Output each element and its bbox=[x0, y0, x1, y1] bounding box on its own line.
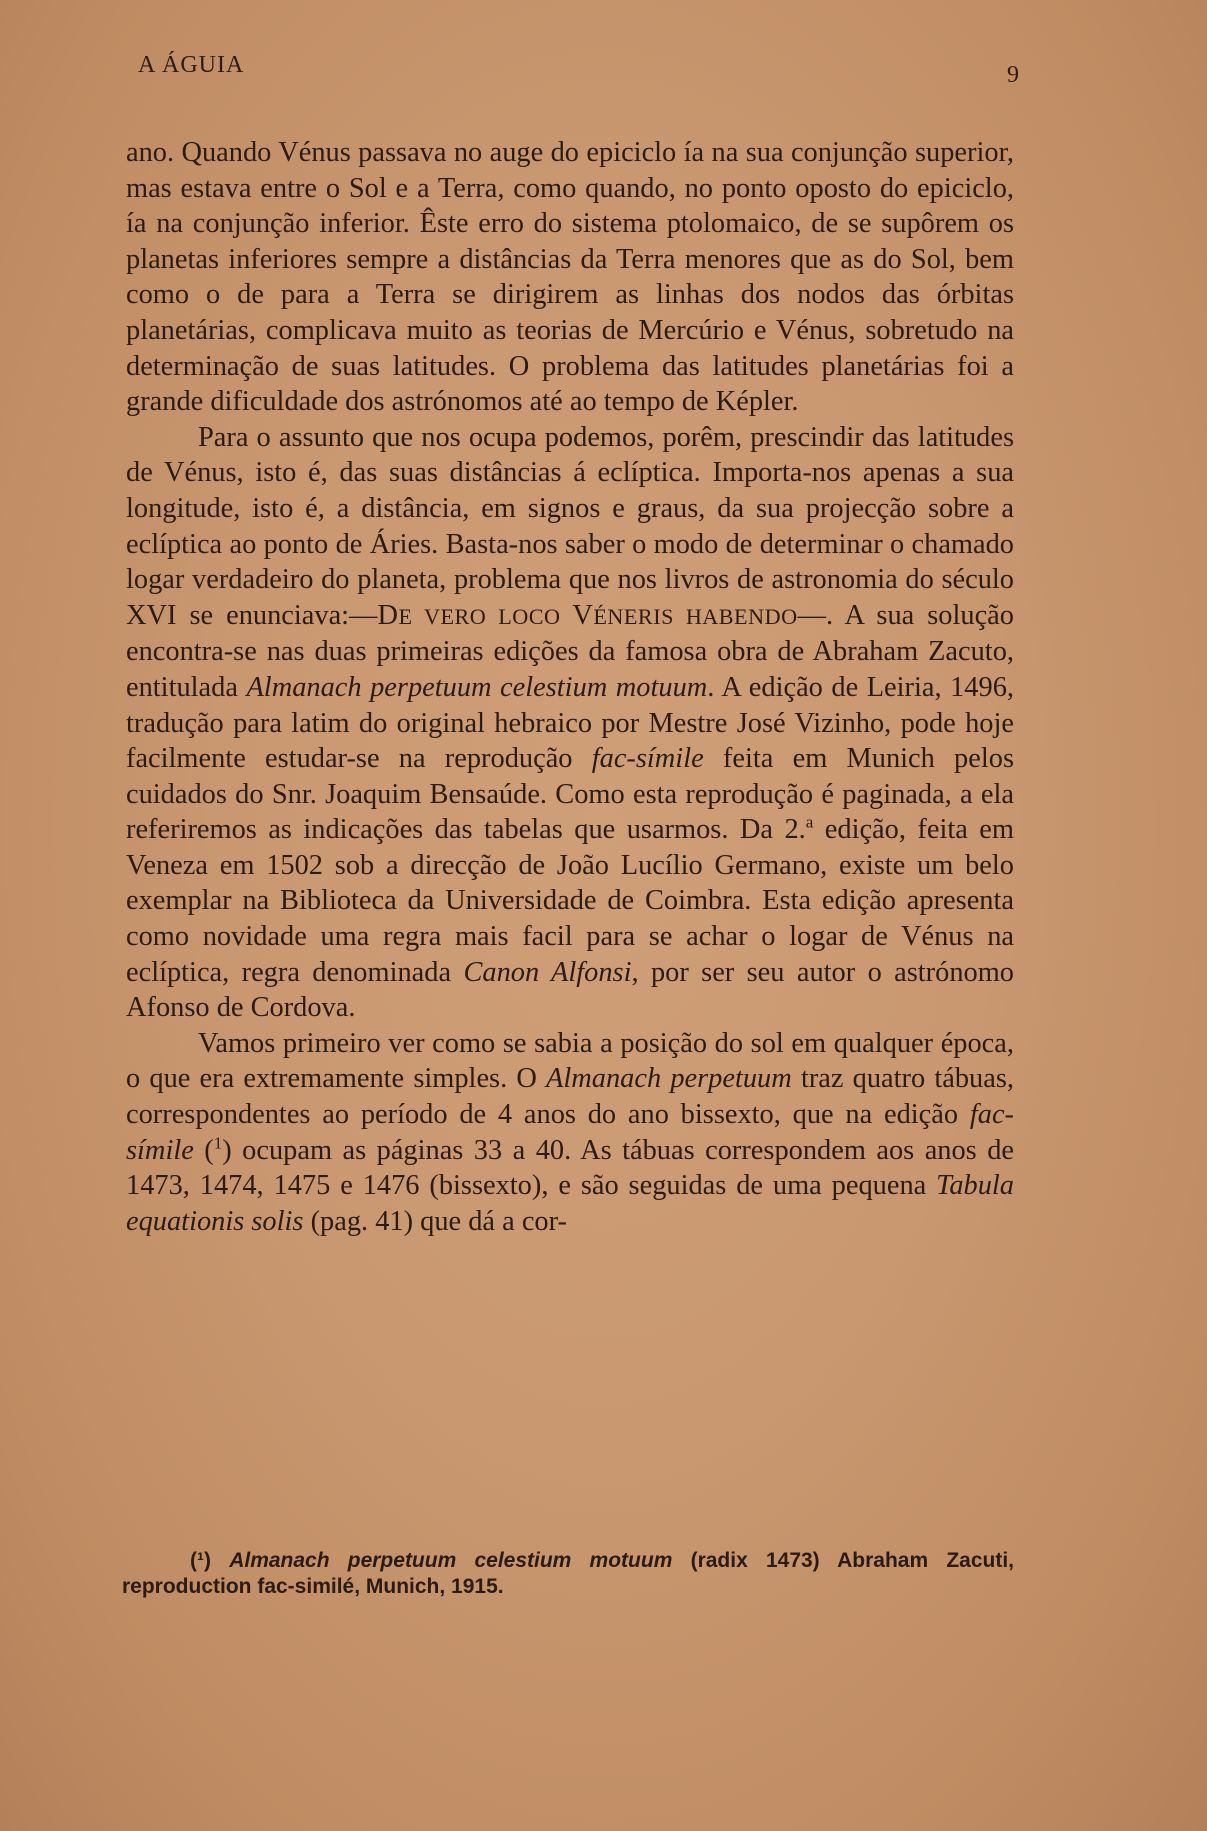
paragraph-3-text-e: (pag. 41) que dá a cor- bbox=[303, 1205, 567, 1237]
running-title: A ÁGUIA bbox=[138, 52, 245, 78]
paragraph-1 bbox=[126, 135, 1014, 420]
footnote bbox=[122, 1548, 1014, 1600]
paragraph-2-text-f: , por ser seu autor o astrónomo Afonso de Cordova. bbox=[126, 956, 1014, 1024]
paragraph-3-text-b: traz quatro tábuas, correspondentes ao período de 4 anos do ano bissexto, que na edição bbox=[126, 1063, 1014, 1131]
paragraph-2-text-a: Para o assunto que nos ocupa podemos, porêm, prescindir das latitudes de Vénus, isto é, das suas distâncias á eclíptica. Importa-nos apenas a sua longitude, isto é, a distância, em signos e graus, da sua projecção sobre a eclíptica ao ponto de Áries. Basta-nos saber o modo de determinar o chamado logar verdadeiro do planeta, problema que nos livros de astronomia do século XVI se enunciava:— bbox=[126, 421, 1014, 631]
paragraph-2-text-e: edição, feita em Veneza em 1502 sob a direcção de João Lucílio Germano, existe um belo exemplar na Biblioteca da Universidade de Coimbra. Esta edição apresenta como novidade uma regra mais facil para se achar o logar de Vénus na eclíptica, regra denominada bbox=[126, 814, 1014, 988]
footnote-text: (radix 1473) Abraham Zacuti, reproduction fac-similé, Munich, 1915. bbox=[122, 1549, 1014, 1598]
paragraph-2-text-c: . A edição de Leiria, 1496, tradução para latim do original hebraico por Mestre José Vizinho, pode hoje facilmente estudar-se na reprodução bbox=[126, 671, 1014, 775]
italic-fac-simile: fac-símile bbox=[591, 743, 704, 775]
small-caps-title: DE VERO LOCO VÉNERIS HABENDO bbox=[377, 599, 798, 631]
footnote-title: Almanach perpetuum celestium motuum bbox=[229, 1549, 673, 1572]
paragraph-1-text: ano. Quando Vénus passava no auge do epiciclo ía na sua conjunção superior, mas estava entre o Sol e a Terra, como quando, no ponto oposto do epiciclo, ía na conjunção inferior. Êste erro do sistema ptolomaico, de se supôrem os planetas inferiores sempre a distâncias da Terra menores que as do Sol, bem como o de para a Terra se dirigirem as linhas dos nodos das órbitas planetárias, complicava muito as teorias de Mercúrio e Vénus, sobretudo na determinação de suas latitudes. O problema das latitudes planetárias foi a grande dificuldade dos astrónomos até ao tempo de Képler. bbox=[126, 137, 1014, 418]
paragraph-3-text-d: ) ocupam as páginas 33 a 40. As tábuas correspondem aos anos de 1473, 1474, 1475 e 1476 (bissexto), e são seguidas de uma pequena bbox=[126, 1134, 1014, 1202]
paragraph-2-text-b: —. A sua solução encontra-se nas duas primeiras edições da famosa obra de Abraham Zacuto, entitulada bbox=[126, 599, 1014, 703]
body-text bbox=[126, 135, 1014, 1239]
italic-canon-alfonsi: Canon Alfonsi bbox=[463, 956, 632, 988]
footnote-marker: (¹) bbox=[190, 1549, 211, 1572]
paragraph-3 bbox=[126, 1026, 1014, 1240]
italic-tabula: Tabula equationis solis bbox=[126, 1170, 1014, 1237]
paragraph-3-text-c: ( bbox=[193, 1134, 214, 1166]
page-header bbox=[138, 52, 1020, 88]
paragraph-3-text-a: Vamos primeiro ver como se sabia a posição do sol em qualquer época, o que era extremamente simples. O bbox=[126, 1027, 1014, 1095]
ordinal-superscript: a bbox=[805, 812, 814, 832]
italic-fac-simile-2: fac-símile bbox=[126, 1099, 1014, 1166]
italic-work-title: Almanach perpetuum celestium motuum bbox=[246, 671, 708, 703]
italic-almanach: Almanach perpetuum bbox=[546, 1063, 792, 1095]
footnote-reference: 1 bbox=[213, 1133, 223, 1153]
paragraph-2-text-d: feita em Munich pelos cuidados do Snr. Joaquim Bensaúde. Como esta reprodução é paginada, a ela referiremos as indicações das tabelas que usarmos. Da 2. bbox=[126, 743, 1014, 846]
page-number: 9 bbox=[1007, 62, 1020, 88]
paragraph-2 bbox=[126, 420, 1014, 1026]
